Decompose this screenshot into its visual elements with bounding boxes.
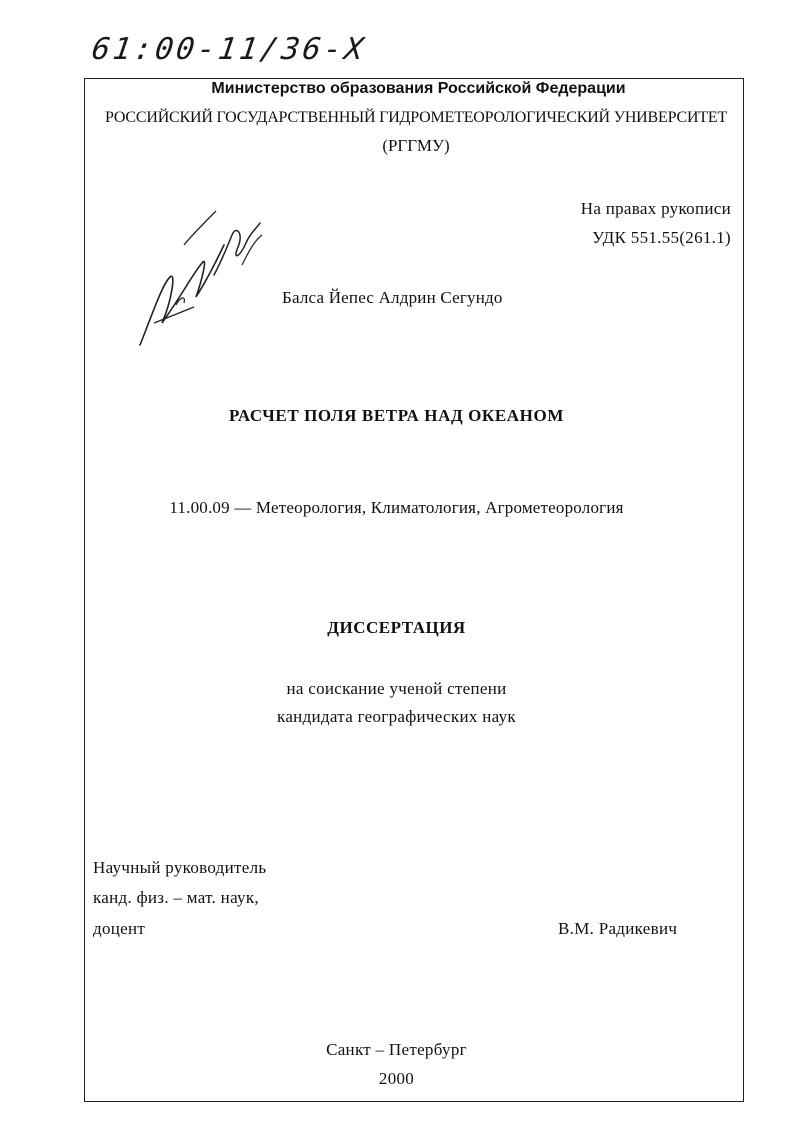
city: Санкт – Петербург xyxy=(326,1040,467,1059)
degree-purpose-line2: кандидата географических наук xyxy=(277,707,516,726)
dissertation-title: РАСЧЕТ ПОЛЯ ВЕТРА НАД ОКЕАНОМ xyxy=(229,406,564,425)
author-name: Балса Йепес Алдрин Сегундо xyxy=(282,288,503,307)
signature-icon xyxy=(132,205,272,355)
university-name: РОССИЙСКИЙ ГОСУДАРСТВЕННЫЙ ГИДРОМЕТЕОРОЛОГИЧЕСКИЙ УНИВЕРСИТЕТ xyxy=(104,109,728,126)
document-type: ДИССЕРТАЦИЯ xyxy=(327,618,466,637)
year: 2000 xyxy=(378,1069,415,1088)
supervisor-role: Научный руководитель xyxy=(93,858,267,877)
university-abbreviation: (РГГМУ) xyxy=(382,136,450,155)
supervisor-position: доцент xyxy=(93,919,146,938)
ministry-heading: Министерство образования Российской Федерации xyxy=(211,80,626,97)
supervisor-degree: канд. физ. – мат. наук, xyxy=(93,888,259,907)
archive-code: 61:00-11/36-X xyxy=(89,32,369,67)
udk-code: УДК 551.55(261.1) xyxy=(592,228,731,247)
degree-purpose-line1: на соискание ученой степени xyxy=(286,679,507,698)
manuscript-rights: На правах рукописи xyxy=(580,199,731,218)
supervisor-name: В.М. Радикевич xyxy=(558,919,678,938)
specialty-code: 11.00.09 — Метеорология, Климатология, Агрометеорология xyxy=(169,498,624,517)
